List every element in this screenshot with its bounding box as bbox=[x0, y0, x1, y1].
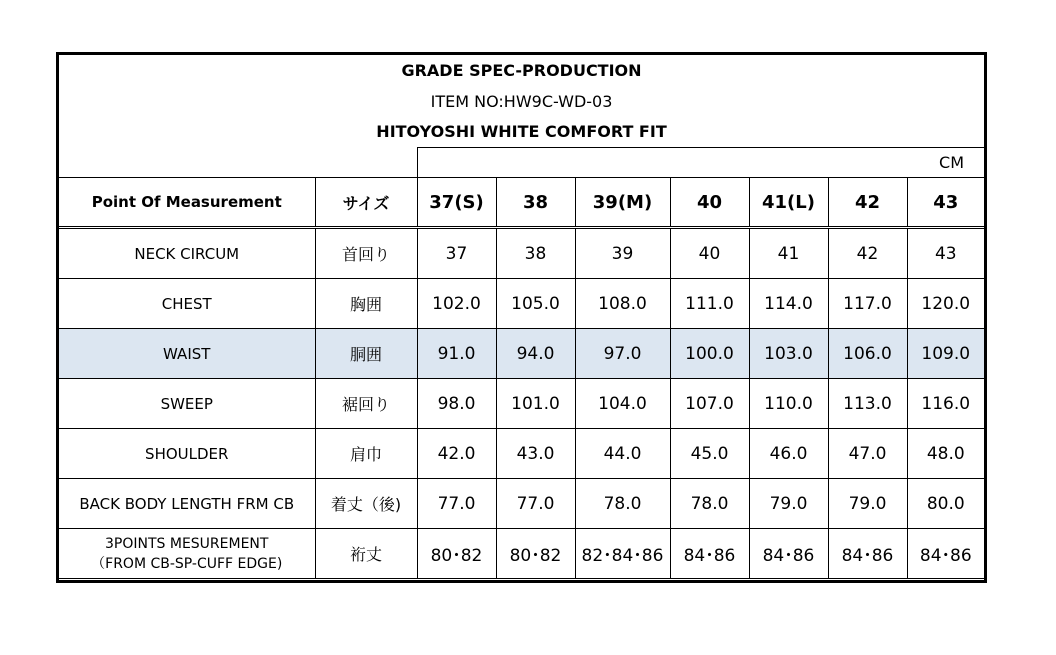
measurement-value: 41 bbox=[749, 228, 828, 279]
table-row bbox=[59, 379, 984, 429]
measurement-point-jp: 着丈（後) bbox=[315, 479, 417, 529]
measurement-value: 47.0 bbox=[828, 429, 907, 479]
measurement-value: 104.0 bbox=[575, 379, 670, 429]
point-of-measurement-header: Point Of Measurement bbox=[59, 178, 315, 228]
size-header: 38 bbox=[496, 178, 575, 228]
measurement-point: SHOULDER bbox=[59, 429, 315, 479]
measurement-value: 79.0 bbox=[749, 479, 828, 529]
measurement-value: 113.0 bbox=[828, 379, 907, 429]
measurement-point-line1: 3POINTS MESUREMENT bbox=[105, 535, 269, 552]
size-header: 37(S) bbox=[417, 178, 496, 228]
blank-cell bbox=[59, 148, 417, 178]
table-row bbox=[59, 329, 984, 379]
unit-label: CM bbox=[417, 148, 984, 178]
measurement-point-jp: 胸囲 bbox=[315, 279, 417, 329]
measurement-value: 45.0 bbox=[670, 429, 749, 479]
product-name: HITOYOSHI WHITE COMFORT FIT bbox=[376, 122, 667, 141]
measurement-point-jp: 胴囲 bbox=[315, 329, 417, 379]
measurement-point-line2: （FROM CB-SP-CUFF EDGE) bbox=[91, 555, 283, 572]
measurement-value: 105.0 bbox=[496, 279, 575, 329]
spec-table bbox=[59, 55, 984, 579]
measurement-value: 42 bbox=[828, 228, 907, 279]
measurement-value: 82･84･86 bbox=[575, 529, 670, 579]
measurement-value: 79.0 bbox=[828, 479, 907, 529]
measurement-value: 84･86 bbox=[907, 529, 984, 579]
measurement-value: 43 bbox=[907, 228, 984, 279]
measurement-value: 39 bbox=[575, 228, 670, 279]
measurement-value: 42.0 bbox=[417, 429, 496, 479]
measurement-point bbox=[59, 529, 315, 579]
measurement-value: 100.0 bbox=[670, 329, 749, 379]
measurement-value: 101.0 bbox=[496, 379, 575, 429]
measurement-value: 116.0 bbox=[907, 379, 984, 429]
measurement-point: SWEEP bbox=[59, 379, 315, 429]
measurement-value: 98.0 bbox=[417, 379, 496, 429]
measurement-value: 44.0 bbox=[575, 429, 670, 479]
measurement-value: 91.0 bbox=[417, 329, 496, 379]
measurement-value: 110.0 bbox=[749, 379, 828, 429]
measurement-value: 43.0 bbox=[496, 429, 575, 479]
size-header: 42 bbox=[828, 178, 907, 228]
sheet-title: GRADE SPEC-PRODUCTION bbox=[401, 61, 642, 80]
measurement-value: 103.0 bbox=[749, 329, 828, 379]
table-row bbox=[59, 479, 984, 529]
measurement-value: 106.0 bbox=[828, 329, 907, 379]
measurement-value: 102.0 bbox=[417, 279, 496, 329]
measurement-value: 109.0 bbox=[907, 329, 984, 379]
measurement-value: 38 bbox=[496, 228, 575, 279]
item-number: ITEM NO:HW9C-WD-03 bbox=[430, 91, 613, 111]
measurement-value: 108.0 bbox=[575, 279, 670, 329]
measurement-value: 84･86 bbox=[670, 529, 749, 579]
table-row bbox=[59, 279, 984, 329]
measurement-value: 78.0 bbox=[575, 479, 670, 529]
measurement-value: 77.0 bbox=[496, 479, 575, 529]
table-row bbox=[59, 529, 984, 579]
measurement-point-jp: 裾回り bbox=[315, 379, 417, 429]
size-jp-header: サイズ bbox=[315, 178, 417, 228]
measurement-point: BACK BODY LENGTH FRM CB bbox=[59, 479, 315, 529]
measurement-value: 120.0 bbox=[907, 279, 984, 329]
measurement-value: 107.0 bbox=[670, 379, 749, 429]
measurement-value: 78.0 bbox=[670, 479, 749, 529]
measurement-point: NECK CIRCUM bbox=[59, 228, 315, 279]
measurement-value: 114.0 bbox=[749, 279, 828, 329]
measurement-point-jp: 首回り bbox=[315, 228, 417, 279]
measurement-value: 80･82 bbox=[496, 529, 575, 579]
measurement-value: 80･82 bbox=[417, 529, 496, 579]
measurement-point-jp: 裄丈 bbox=[315, 529, 417, 579]
measurement-value: 37 bbox=[417, 228, 496, 279]
measurement-value: 94.0 bbox=[496, 329, 575, 379]
table-row bbox=[59, 228, 984, 279]
spec-sheet bbox=[56, 52, 987, 583]
measurement-point: WAIST bbox=[59, 329, 315, 379]
size-header: 41(L) bbox=[749, 178, 828, 228]
table-row bbox=[59, 429, 984, 479]
measurement-value: 48.0 bbox=[907, 429, 984, 479]
measurement-value: 84･86 bbox=[749, 529, 828, 579]
measurement-value: 84･86 bbox=[828, 529, 907, 579]
measurement-point: CHEST bbox=[59, 279, 315, 329]
measurement-value: 80.0 bbox=[907, 479, 984, 529]
measurement-value: 46.0 bbox=[749, 429, 828, 479]
measurement-point-jp: 肩巾 bbox=[315, 429, 417, 479]
measurement-value: 117.0 bbox=[828, 279, 907, 329]
measurement-value: 111.0 bbox=[670, 279, 749, 329]
size-header: 43 bbox=[907, 178, 984, 228]
size-header: 40 bbox=[670, 178, 749, 228]
measurement-value: 97.0 bbox=[575, 329, 670, 379]
size-header: 39(M) bbox=[575, 178, 670, 228]
measurement-value: 40 bbox=[670, 228, 749, 279]
measurement-value: 77.0 bbox=[417, 479, 496, 529]
